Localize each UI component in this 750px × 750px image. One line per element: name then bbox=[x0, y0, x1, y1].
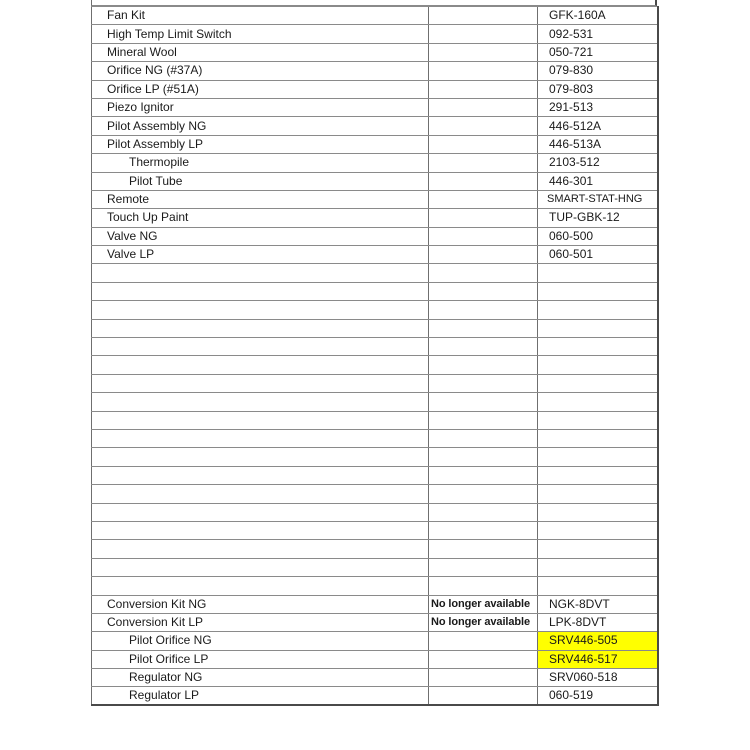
availability-note bbox=[429, 98, 538, 116]
table-row bbox=[92, 80, 658, 98]
part-number: 060-501 bbox=[538, 246, 658, 264]
part-number-highlighted: SRV446-505 bbox=[538, 632, 658, 650]
empty-table-row bbox=[92, 374, 658, 392]
part-description bbox=[92, 338, 429, 356]
table-row bbox=[92, 154, 658, 172]
table-row bbox=[92, 25, 658, 43]
part-description: Orifice NG (#37A) bbox=[92, 62, 429, 80]
empty-table-row bbox=[92, 301, 658, 319]
part-number: 446-513A bbox=[538, 135, 658, 153]
table-row bbox=[92, 595, 658, 613]
availability-note bbox=[429, 632, 538, 650]
availability-note bbox=[429, 319, 538, 337]
part-description: Pilot Orifice LP bbox=[92, 650, 429, 668]
part-description bbox=[92, 466, 429, 484]
table-row bbox=[92, 7, 658, 25]
table-row bbox=[92, 62, 658, 80]
part-number: NGK-8DVT bbox=[538, 595, 658, 613]
part-number bbox=[538, 540, 658, 558]
table-row bbox=[92, 632, 658, 650]
part-description: Regulator NG bbox=[92, 669, 429, 687]
part-number bbox=[538, 338, 658, 356]
part-description: Orifice LP (#51A) bbox=[92, 80, 429, 98]
part-number bbox=[538, 264, 658, 282]
availability-note bbox=[429, 448, 538, 466]
empty-table-row bbox=[92, 429, 658, 447]
table-row bbox=[92, 209, 658, 227]
table-row bbox=[92, 650, 658, 668]
part-number: LPK-8DVT bbox=[538, 613, 658, 631]
part-number: 2103-512 bbox=[538, 154, 658, 172]
part-description: Conversion Kit NG bbox=[92, 595, 429, 613]
part-description bbox=[92, 374, 429, 392]
part-number bbox=[538, 319, 658, 337]
empty-table-row bbox=[92, 485, 658, 503]
part-description: Touch Up Paint bbox=[92, 209, 429, 227]
empty-table-row bbox=[92, 503, 658, 521]
availability-note bbox=[429, 172, 538, 190]
availability-note bbox=[429, 374, 538, 392]
availability-note bbox=[429, 264, 538, 282]
table-row bbox=[92, 117, 658, 135]
availability-note bbox=[429, 62, 538, 80]
availability-note bbox=[429, 43, 538, 61]
availability-note bbox=[429, 411, 538, 429]
availability-note bbox=[429, 429, 538, 447]
availability-note bbox=[429, 190, 538, 208]
part-description bbox=[92, 521, 429, 539]
empty-table-row bbox=[92, 393, 658, 411]
table-row bbox=[92, 227, 658, 245]
availability-note: No longer available bbox=[429, 613, 538, 631]
availability-note bbox=[429, 577, 538, 595]
empty-table-row bbox=[92, 558, 658, 576]
availability-note bbox=[429, 117, 538, 135]
availability-note bbox=[429, 282, 538, 300]
part-number: 446-512A bbox=[538, 117, 658, 135]
part-description: Pilot Assembly LP bbox=[92, 135, 429, 153]
part-description: Remote bbox=[92, 190, 429, 208]
part-number: 060-500 bbox=[538, 227, 658, 245]
availability-note bbox=[429, 246, 538, 264]
table-row bbox=[92, 135, 658, 153]
availability-note: No longer available bbox=[429, 595, 538, 613]
parts-list-sheet bbox=[91, 0, 657, 745]
availability-note bbox=[429, 7, 538, 25]
parts-table bbox=[91, 6, 659, 706]
empty-table-row bbox=[92, 411, 658, 429]
table-row bbox=[92, 613, 658, 631]
part-number: GFK-160A bbox=[538, 7, 658, 25]
availability-note bbox=[429, 356, 538, 374]
part-number: SMART-STAT-HNG bbox=[538, 190, 658, 208]
part-number: SRV060-518 bbox=[538, 669, 658, 687]
empty-table-row bbox=[92, 264, 658, 282]
availability-note bbox=[429, 558, 538, 576]
part-number bbox=[538, 448, 658, 466]
part-description bbox=[92, 540, 429, 558]
part-description bbox=[92, 264, 429, 282]
part-description bbox=[92, 577, 429, 595]
part-number bbox=[538, 429, 658, 447]
part-number bbox=[538, 301, 658, 319]
part-number: 050-721 bbox=[538, 43, 658, 61]
availability-note bbox=[429, 80, 538, 98]
part-number: 060-519 bbox=[538, 687, 658, 706]
empty-table-row bbox=[92, 466, 658, 484]
part-description bbox=[92, 282, 429, 300]
availability-note bbox=[429, 154, 538, 172]
part-number bbox=[538, 282, 658, 300]
table-row bbox=[92, 687, 658, 706]
availability-note bbox=[429, 540, 538, 558]
table-row bbox=[92, 172, 658, 190]
availability-note bbox=[429, 650, 538, 668]
part-number bbox=[538, 503, 658, 521]
availability-note bbox=[429, 466, 538, 484]
availability-note bbox=[429, 687, 538, 706]
availability-note bbox=[429, 25, 538, 43]
availability-note bbox=[429, 209, 538, 227]
part-number bbox=[538, 411, 658, 429]
availability-note bbox=[429, 135, 538, 153]
availability-note bbox=[429, 521, 538, 539]
table-row bbox=[92, 246, 658, 264]
part-description bbox=[92, 558, 429, 576]
part-number: TUP-GBK-12 bbox=[538, 209, 658, 227]
part-number: 079-803 bbox=[538, 80, 658, 98]
availability-note bbox=[429, 393, 538, 411]
part-description: Regulator LP bbox=[92, 687, 429, 706]
availability-note bbox=[429, 503, 538, 521]
part-number bbox=[538, 466, 658, 484]
part-description bbox=[92, 301, 429, 319]
part-description: Fan Kit bbox=[92, 7, 429, 25]
part-description: Valve LP bbox=[92, 246, 429, 264]
parts-table-body bbox=[92, 7, 658, 706]
part-number-highlighted: SRV446-517 bbox=[538, 650, 658, 668]
part-number bbox=[538, 393, 658, 411]
part-description: Pilot Assembly NG bbox=[92, 117, 429, 135]
availability-note bbox=[429, 338, 538, 356]
part-description bbox=[92, 319, 429, 337]
part-number: 092-531 bbox=[538, 25, 658, 43]
part-description bbox=[92, 393, 429, 411]
empty-table-row bbox=[92, 319, 658, 337]
part-description: Thermopile bbox=[92, 154, 429, 172]
part-description bbox=[92, 503, 429, 521]
part-description bbox=[92, 448, 429, 466]
table-row bbox=[92, 190, 658, 208]
table-row bbox=[92, 669, 658, 687]
empty-table-row bbox=[92, 338, 658, 356]
part-description: Conversion Kit LP bbox=[92, 613, 429, 631]
part-description bbox=[92, 356, 429, 374]
availability-note bbox=[429, 227, 538, 245]
part-number bbox=[538, 558, 658, 576]
part-description: Piezo Ignitor bbox=[92, 98, 429, 116]
table-row bbox=[92, 43, 658, 61]
part-number: 446-301 bbox=[538, 172, 658, 190]
part-number: 291-513 bbox=[538, 98, 658, 116]
part-description: Mineral Wool bbox=[92, 43, 429, 61]
part-number bbox=[538, 577, 658, 595]
part-number bbox=[538, 356, 658, 374]
empty-table-row bbox=[92, 356, 658, 374]
part-description: Pilot Tube bbox=[92, 172, 429, 190]
part-number bbox=[538, 521, 658, 539]
part-description: Valve NG bbox=[92, 227, 429, 245]
empty-table-row bbox=[92, 282, 658, 300]
empty-table-row bbox=[92, 540, 658, 558]
availability-note bbox=[429, 485, 538, 503]
availability-note bbox=[429, 669, 538, 687]
part-description: High Temp Limit Switch bbox=[92, 25, 429, 43]
table-row bbox=[92, 98, 658, 116]
empty-table-row bbox=[92, 521, 658, 539]
empty-table-row bbox=[92, 448, 658, 466]
part-description: Pilot Orifice NG bbox=[92, 632, 429, 650]
part-description bbox=[92, 429, 429, 447]
part-description bbox=[92, 485, 429, 503]
part-number: 079-830 bbox=[538, 62, 658, 80]
empty-table-row bbox=[92, 577, 658, 595]
availability-note bbox=[429, 301, 538, 319]
part-number bbox=[538, 485, 658, 503]
part-number bbox=[538, 374, 658, 392]
part-description bbox=[92, 411, 429, 429]
